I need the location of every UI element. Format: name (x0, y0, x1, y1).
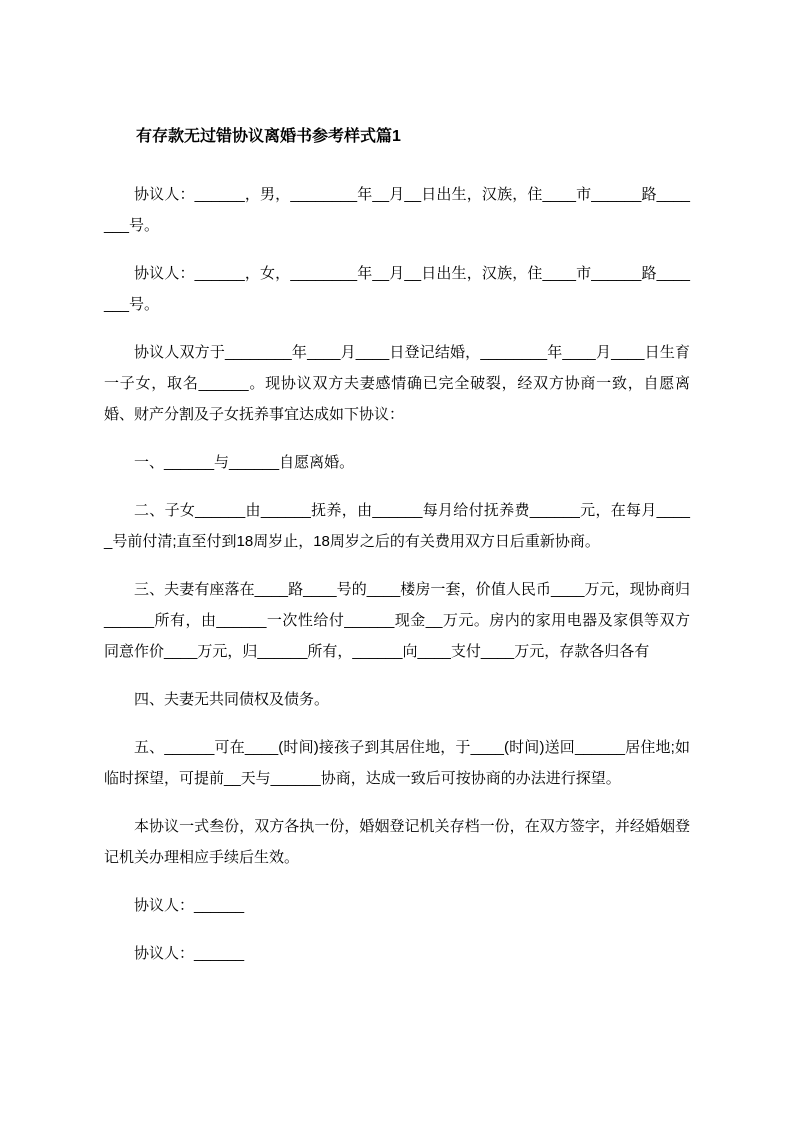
document-title: 有存款无过错协议离婚书参考样式篇1 (136, 128, 401, 145)
paragraph-party-b: 协议人：______，女，________年__月__日出生，汉族，住____市______路_______号。 (104, 265, 690, 313)
signature-party-b: 协议人：______ (134, 945, 245, 962)
paragraph-marriage-info: 协议人双方于________年____月____日登记结婚，________年____月____日生育一子女，取名______。现协议双方夫妻感情确已完全破裂，经双方协商一致，自愿离婚、财产分割及子女抚养事宜达成如下协议： (104, 344, 690, 423)
clause-1-voluntary-divorce: 一、______与______自愿离婚。 (134, 454, 355, 471)
paragraph-party-a: 协议人：______，男，________年__月__日出生，汉族，住____市______路_______号。 (104, 186, 690, 234)
clause-4-debts: 四、夫妻无共同债权及债务。 (134, 691, 330, 708)
clause-3-property-division: 三、夫妻有座落在____路____号的____楼房一套，价值人民币____万元，现协商归______所有，由______一次性给付______现金__万元。房内的家用电器及家俱等双方同意作价____万元，归______所有，______向____支付____万元，存款各归各有 (104, 581, 690, 660)
clause-2-child-custody: 二、子女______由______抚养，由______每月给付抚养费______元，在每月_____号前付清;直至付到18周岁止，18周岁之后的有关费用双方日后重新协商。 (104, 502, 690, 550)
clause-5-visitation: 五、______可在____(时间)接孩子到其居住地，于____(时间)送回______居住地;如临时探望，可提前__天与______协商，达成一致后可按协商的办法进行探望。 (104, 739, 690, 787)
paragraph-effectiveness: 本协议一式叁份，双方各执一份，婚姻登记机关存档一份，在双方签字，并经婚姻登记机关办理相应手续后生效。 (104, 818, 690, 866)
signature-party-a: 协议人：______ (134, 897, 245, 914)
